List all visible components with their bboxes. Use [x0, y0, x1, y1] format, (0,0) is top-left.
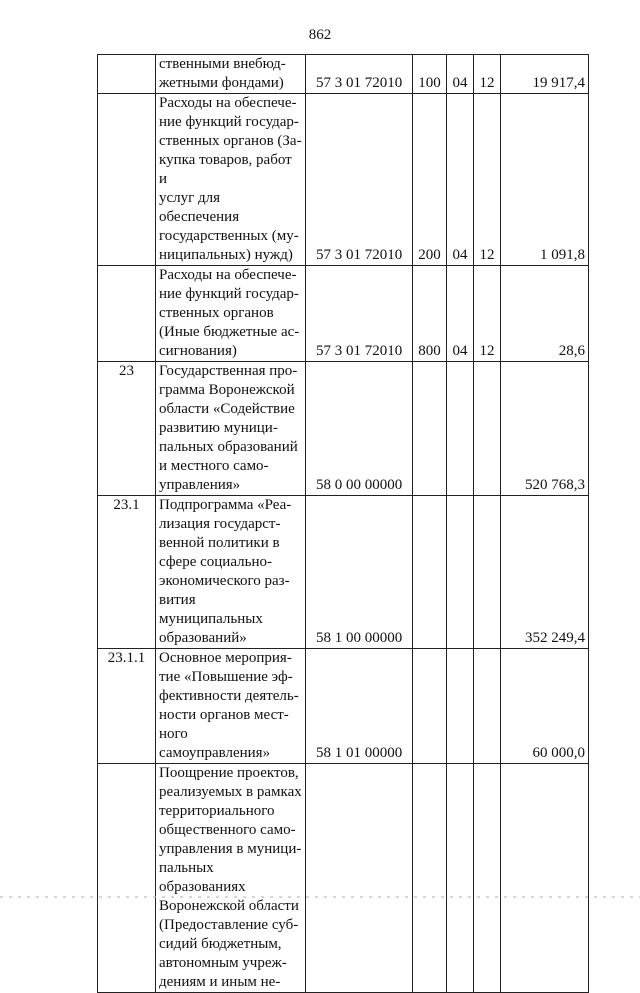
row-expense-type: 100	[413, 55, 447, 94]
row-section: 04	[447, 266, 474, 362]
row-name: ственными внебюд- жетными фондами)	[156, 55, 306, 94]
row-code: 58 0 00 00000	[306, 362, 413, 496]
row-number	[98, 764, 156, 993]
row-sum	[501, 764, 589, 993]
row-number	[98, 266, 156, 362]
row-sum: 520 768,3	[501, 362, 589, 496]
row-section	[447, 362, 474, 496]
row-sum: 19 917,4	[501, 55, 589, 94]
scan-artifact-line	[0, 896, 640, 898]
table-row	[98, 496, 589, 649]
row-section	[447, 764, 474, 993]
table-row	[98, 266, 589, 362]
row-subsection: 12	[474, 94, 501, 266]
row-subsection	[474, 764, 501, 993]
row-number: 23.1	[98, 496, 156, 649]
row-number	[98, 94, 156, 266]
row-code: 57 3 01 72010	[306, 266, 413, 362]
row-section: 04	[447, 94, 474, 266]
row-sum: 352 249,4	[501, 496, 589, 649]
row-name: Подпрограмма «Реа- лизация государст- венной политики в сфере социально- экономического раз- вития муниципальных образований»	[156, 496, 306, 649]
row-subsection	[474, 649, 501, 764]
table-row	[98, 764, 589, 993]
row-number: 23.1.1	[98, 649, 156, 764]
row-section	[447, 496, 474, 649]
row-name: Расходы на обеспече- ние функций государ- ственных органов (За- купка товаров, работ и услуг для обеспечения государственных (му- ниципальных) нужд)	[156, 94, 306, 266]
row-expense-type	[413, 362, 447, 496]
row-expense-type	[413, 649, 447, 764]
row-subsection	[474, 362, 501, 496]
table-row	[98, 55, 589, 94]
table-row	[98, 649, 589, 764]
row-expense-type: 800	[413, 266, 447, 362]
row-code: 58 1 01 00000	[306, 649, 413, 764]
row-code: 57 3 01 72010	[306, 55, 413, 94]
row-code	[306, 764, 413, 993]
row-sum: 1 091,8	[501, 94, 589, 266]
row-name: Поощрение проектов, реализуемых в рамках территориального общественного само- управления в муници- пальных образованиях Воронежской области (Предоставление суб- сидий бюджетным, автономным учреж- дениям и иным не-	[156, 764, 306, 993]
row-expense-type	[413, 764, 447, 993]
row-code: 57 3 01 72010	[306, 94, 413, 266]
row-number	[98, 55, 156, 94]
row-sum: 60 000,0	[501, 649, 589, 764]
budget-table	[97, 54, 589, 993]
row-section: 04	[447, 55, 474, 94]
row-name: Расходы на обеспече- ние функций государ- ственных органов (Иные бюджетные ас- сигнования)	[156, 266, 306, 362]
row-name: Государственная про- грамма Воронежской области «Содействие развитию муници- пальных образований и местного само- управления»	[156, 362, 306, 496]
row-expense-type	[413, 496, 447, 649]
row-name: Основное мероприя- тие «Повышение эф- фективности деятель- ности органов мест- ного самоуправления»	[156, 649, 306, 764]
page-number: 862	[308, 27, 332, 43]
table-row	[98, 94, 589, 266]
row-sum: 28,6	[501, 266, 589, 362]
row-code: 58 1 00 00000	[306, 496, 413, 649]
row-subsection	[474, 496, 501, 649]
row-expense-type: 200	[413, 94, 447, 266]
table-row	[98, 362, 589, 496]
row-number: 23	[98, 362, 156, 496]
row-subsection: 12	[474, 55, 501, 94]
row-section	[447, 649, 474, 764]
row-subsection: 12	[474, 266, 501, 362]
